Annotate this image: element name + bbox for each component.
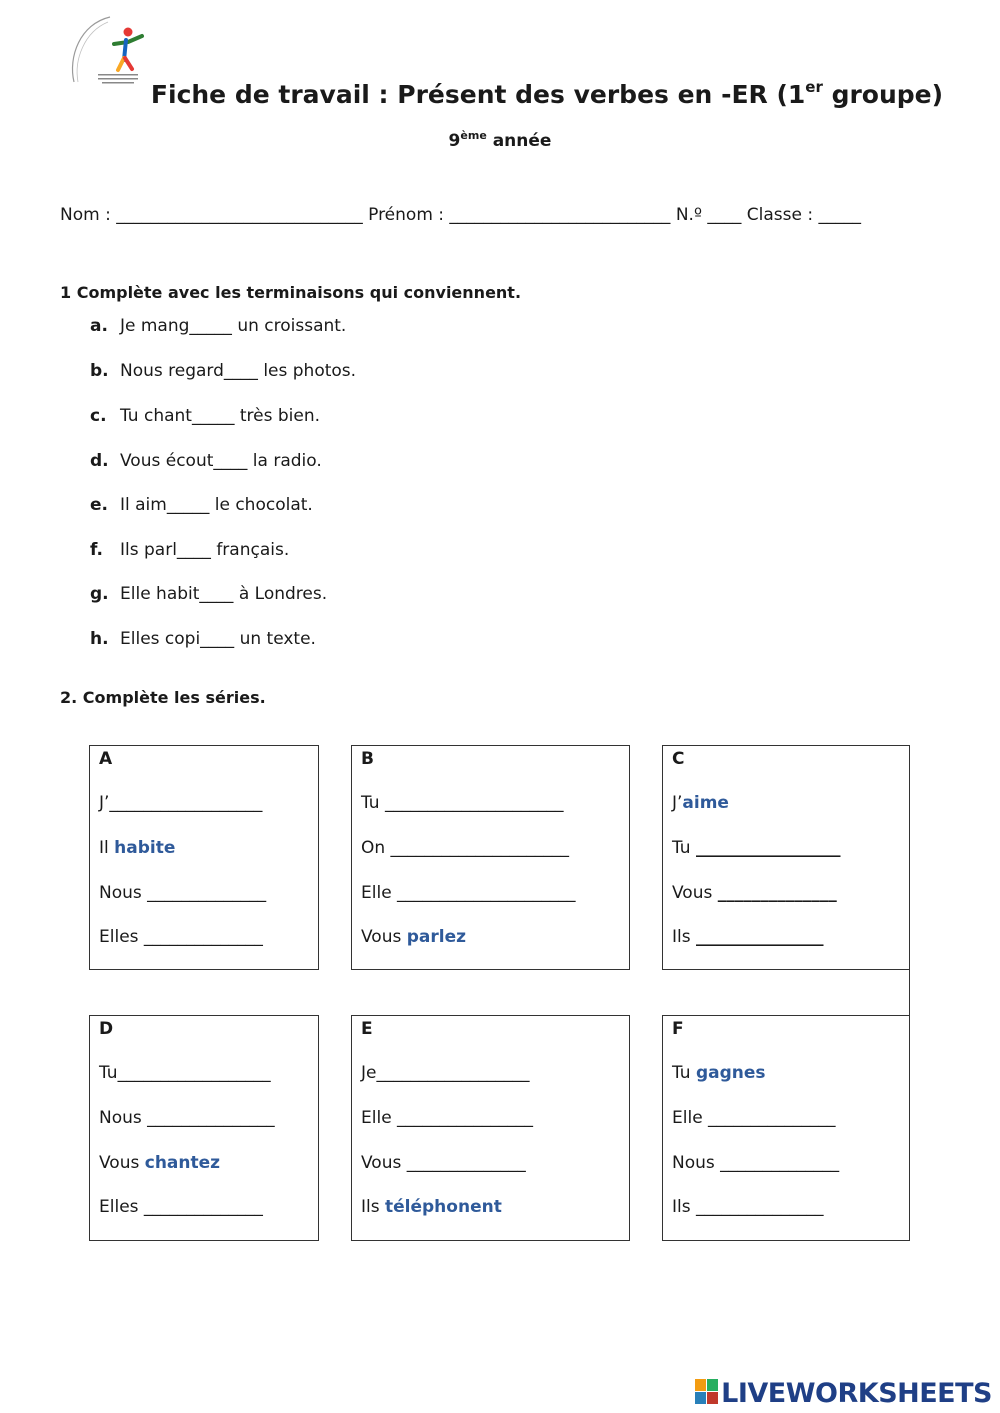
- series-line[interactable]: [361, 1153, 526, 1173]
- item-sentence[interactable]: Ils parl____ français.: [120, 540, 290, 560]
- item-letter: b.: [90, 361, 109, 381]
- item-sentence[interactable]: Elles copi____ un texte.: [120, 629, 316, 649]
- given-verb: gagnes: [695, 1063, 766, 1083]
- answer-blank[interactable]: _______________: [696, 927, 824, 947]
- item-sentence[interactable]: Elle habit____ à Londres.: [120, 584, 328, 604]
- series-box-label: D: [99, 1019, 114, 1039]
- item-sentence[interactable]: Nous regard____ les photos.: [120, 361, 357, 381]
- series-pronoun: Tu _____________________: [361, 793, 564, 813]
- exercise1-item[interactable]: [90, 361, 356, 381]
- series-pronoun: Nous ______________: [99, 883, 267, 903]
- series-pronoun: Vous: [361, 927, 407, 947]
- given-verb: aime: [682, 793, 729, 813]
- series-pronoun: Elle _____________________: [361, 883, 576, 903]
- series-line[interactable]: [361, 883, 576, 903]
- item-letter: g.: [90, 584, 109, 604]
- exercise2-heading: 2. Complète les séries.: [60, 688, 266, 707]
- series-line[interactable]: [672, 927, 824, 947]
- school-logo-icon: [68, 12, 146, 88]
- liveworksheets-brand: [695, 1378, 992, 1412]
- series-pronoun: Elle ________________: [361, 1108, 534, 1128]
- series-line[interactable]: [361, 1108, 533, 1128]
- series-box-label: F: [672, 1019, 684, 1039]
- series-pronoun: Il: [99, 838, 115, 858]
- series-pronoun: Vous: [672, 883, 718, 903]
- series-line[interactable]: [99, 927, 263, 947]
- series-pronoun: Vous ______________: [361, 1153, 526, 1173]
- series-line[interactable]: [361, 1063, 529, 1083]
- given-verb: chantez: [144, 1153, 221, 1173]
- exercise1-item[interactable]: [90, 584, 327, 604]
- series-line[interactable]: [672, 1153, 839, 1173]
- series-pronoun: On _____________________: [361, 838, 570, 858]
- box-connector-line: [909, 970, 910, 1015]
- series-pronoun: Ils _______________: [672, 1197, 824, 1217]
- series-line[interactable]: [672, 1197, 824, 1217]
- series-box-c: [662, 745, 910, 970]
- series-box-f: [662, 1015, 910, 1241]
- exercise1-item[interactable]: [90, 629, 316, 649]
- series-line: [672, 1063, 766, 1083]
- series-pronoun: J’: [672, 793, 683, 813]
- item-letter: f.: [90, 540, 103, 560]
- liveworksheets-logo-icon: [695, 1379, 719, 1409]
- series-line[interactable]: [361, 838, 569, 858]
- series-line[interactable]: [672, 1108, 836, 1128]
- series-box-label: E: [361, 1019, 373, 1039]
- series-pronoun: Nous _______________: [99, 1108, 275, 1128]
- grade-superscript: ème: [460, 129, 487, 142]
- series-box-b: [351, 745, 630, 970]
- item-sentence[interactable]: Il aim_____ le chocolat.: [120, 495, 313, 515]
- series-line: [672, 793, 729, 813]
- series-pronoun: Tu: [672, 1063, 696, 1083]
- given-verb: habite: [114, 838, 176, 858]
- grade-word: année: [486, 131, 552, 151]
- title-main: Fiche de travail : Présent des verbes en -ER (1: [150, 80, 806, 109]
- title-end: groupe): [822, 80, 944, 109]
- liveworksheets-text: LIVEWORKSHEETS: [721, 1378, 992, 1409]
- series-line[interactable]: [99, 1108, 275, 1128]
- grade-number: 9: [448, 131, 461, 151]
- series-box-label: B: [361, 749, 374, 769]
- exercise1-item[interactable]: [90, 495, 313, 515]
- series-line: [361, 927, 466, 947]
- series-pronoun: Tu__________________: [99, 1063, 271, 1083]
- series-line[interactable]: [99, 793, 262, 813]
- series-pronoun: Ils: [361, 1197, 385, 1217]
- series-line[interactable]: [361, 793, 563, 813]
- given-verb: parlez: [406, 927, 467, 947]
- series-pronoun: Elle _______________: [672, 1108, 836, 1128]
- series-line: [99, 1153, 220, 1173]
- item-letter: a.: [90, 316, 108, 336]
- series-box-e: [351, 1015, 630, 1241]
- item-letter: e.: [90, 495, 108, 515]
- series-pronoun: Nous ______________: [672, 1153, 840, 1173]
- answer-blank[interactable]: _________________: [695, 838, 841, 858]
- exercise1-heading: 1 Complète avec les terminaisons qui conviennent.: [60, 283, 522, 302]
- series-box-label: A: [99, 749, 113, 769]
- item-sentence[interactable]: Je mang_____ un croissant.: [120, 316, 347, 336]
- exercise1-item[interactable]: [90, 406, 320, 426]
- series-line: [361, 1197, 502, 1217]
- series-line: [99, 838, 175, 858]
- item-letter: d.: [90, 451, 109, 471]
- series-line[interactable]: [99, 883, 266, 903]
- series-line[interactable]: [99, 1063, 271, 1083]
- given-verb: téléphonent: [385, 1197, 502, 1217]
- exercise1-item[interactable]: [90, 451, 322, 471]
- answer-blank[interactable]: ______________: [717, 883, 837, 903]
- series-pronoun: Elles ______________: [99, 927, 263, 947]
- item-sentence[interactable]: Vous écout____ la radio.: [120, 451, 322, 471]
- series-line[interactable]: [99, 1197, 263, 1217]
- series-pronoun: Tu: [672, 838, 696, 858]
- series-box-a: [89, 745, 319, 970]
- item-letter: h.: [90, 629, 109, 649]
- series-pronoun: Elles ______________: [99, 1197, 263, 1217]
- item-sentence[interactable]: Tu chant_____ très bien.: [120, 406, 321, 426]
- title-superscript: er: [805, 78, 823, 96]
- grade-level: [0, 131, 1000, 151]
- series-pronoun: Vous: [99, 1153, 145, 1173]
- exercise1-item[interactable]: [90, 540, 289, 560]
- series-box-label: C: [672, 749, 685, 769]
- series-line[interactable]: [672, 883, 837, 903]
- student-id-line[interactable]: Nom : _____________________________ Prénom : __________________________ N.º ____ Classe : _____: [60, 205, 861, 225]
- exercise1-item[interactable]: [90, 316, 346, 336]
- series-box-d: [89, 1015, 319, 1241]
- series-pronoun: Je__________________: [361, 1063, 530, 1083]
- item-letter: c.: [90, 406, 107, 426]
- series-pronoun: J’__________________: [99, 793, 263, 813]
- page-title: [0, 80, 1000, 109]
- series-pronoun: Ils: [672, 927, 696, 947]
- series-line[interactable]: [672, 838, 840, 858]
